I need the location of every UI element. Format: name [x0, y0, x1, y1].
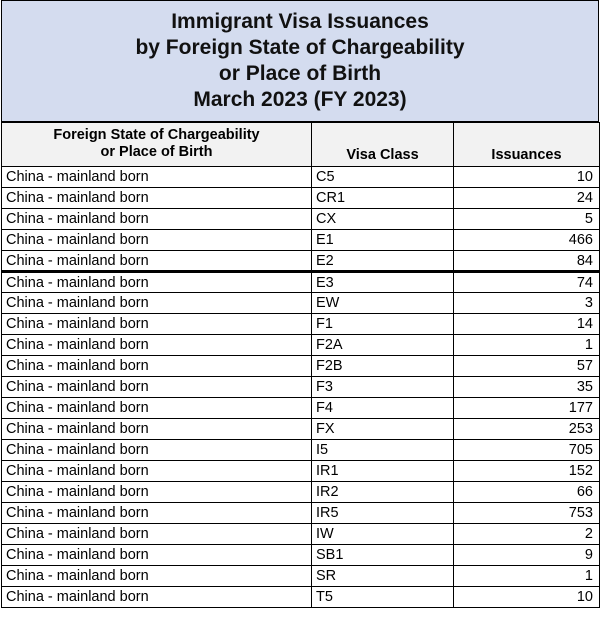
- state-cell: China - mainland born: [2, 545, 312, 566]
- table-row: [2, 482, 600, 503]
- state-cell: China - mainland born: [2, 440, 312, 461]
- state-cell: China - mainland born: [2, 167, 312, 188]
- table-row: [2, 293, 600, 314]
- table-row: [2, 377, 600, 398]
- visa-class-cell: IR2: [312, 482, 454, 503]
- visa-class-cell: I5: [312, 440, 454, 461]
- state-cell: China - mainland born: [2, 293, 312, 314]
- table-row: [2, 230, 600, 251]
- title-line-3: or Place of Birth: [218, 62, 382, 85]
- state-cell: China - mainland born: [2, 209, 312, 230]
- visa-class-cell: SR: [312, 566, 454, 587]
- issuances-cell: 152: [454, 461, 600, 482]
- column-header-state-line-1: Foreign State of Chargeability: [53, 127, 260, 143]
- visa-class-cell: F3: [312, 377, 454, 398]
- table-row: [2, 335, 600, 356]
- table-row: [2, 188, 600, 209]
- state-cell: China - mainland born: [2, 314, 312, 335]
- issuances-cell: 9: [454, 545, 600, 566]
- table-row: [2, 251, 600, 272]
- issuances-cell: 1: [454, 335, 600, 356]
- issuances-cell: 753: [454, 503, 600, 524]
- title-line-2: by Foreign State of Chargeability: [135, 36, 465, 59]
- state-cell: China - mainland born: [2, 251, 312, 272]
- table-row: [2, 398, 600, 419]
- visa-class-cell: IR5: [312, 503, 454, 524]
- visa-class-cell: FX: [312, 419, 454, 440]
- state-cell: China - mainland born: [2, 356, 312, 377]
- visa-class-cell: F1: [312, 314, 454, 335]
- title-line-4: March 2023 (FY 2023): [193, 88, 407, 111]
- table-row: [2, 314, 600, 335]
- state-cell: China - mainland born: [2, 188, 312, 209]
- visa-class-cell: IW: [312, 524, 454, 545]
- table-row: [2, 524, 600, 545]
- issuances-cell: 3: [454, 293, 600, 314]
- table-row: [2, 545, 600, 566]
- table-row: [2, 503, 600, 524]
- table-row: [2, 440, 600, 461]
- issuances-cell: 35: [454, 377, 600, 398]
- issuances-cell: 177: [454, 398, 600, 419]
- state-cell: China - mainland born: [2, 524, 312, 545]
- issuances-cell: 57: [454, 356, 600, 377]
- state-cell: China - mainland born: [2, 377, 312, 398]
- visa-class-cell: CX: [312, 209, 454, 230]
- issuances-cell: 2: [454, 524, 600, 545]
- state-cell: China - mainland born: [2, 461, 312, 482]
- issuances-cell: 253: [454, 419, 600, 440]
- state-cell: China - mainland born: [2, 335, 312, 356]
- header-row: [2, 123, 600, 167]
- visa-class-cell: IR1: [312, 461, 454, 482]
- issuances-cell: 74: [454, 272, 600, 293]
- report-sheet: [1, 0, 599, 608]
- state-cell: China - mainland born: [2, 230, 312, 251]
- state-cell: China - mainland born: [2, 503, 312, 524]
- issuances-cell: 705: [454, 440, 600, 461]
- table-row: [2, 272, 600, 293]
- issuances-cell: 10: [454, 167, 600, 188]
- column-header-state-line-2: or Place of Birth: [100, 144, 213, 160]
- state-cell: China - mainland born: [2, 566, 312, 587]
- table-row: [2, 209, 600, 230]
- issuances-cell: 14: [454, 314, 600, 335]
- title-line-1: Immigrant Visa Issuances: [171, 10, 429, 33]
- table-row: [2, 461, 600, 482]
- issuances-cell: 10: [454, 587, 600, 608]
- column-header-state: [2, 123, 312, 167]
- visa-class-cell: F2A: [312, 335, 454, 356]
- visa-class-cell: C5: [312, 167, 454, 188]
- visa-class-cell: F4: [312, 398, 454, 419]
- visa-class-cell: E1: [312, 230, 454, 251]
- state-cell: China - mainland born: [2, 587, 312, 608]
- table-row: [2, 419, 600, 440]
- table-row: [2, 587, 600, 608]
- issuances-cell: 24: [454, 188, 600, 209]
- visa-class-cell: F2B: [312, 356, 454, 377]
- issuances-cell: 66: [454, 482, 600, 503]
- report-title: [1, 0, 599, 122]
- visa-class-cell: E3: [312, 272, 454, 293]
- issuances-cell: 5: [454, 209, 600, 230]
- issuances-cell: 466: [454, 230, 600, 251]
- table-row: [2, 566, 600, 587]
- state-cell: China - mainland born: [2, 398, 312, 419]
- issuances-cell: 84: [454, 251, 600, 272]
- issuances-cell: 1: [454, 566, 600, 587]
- state-cell: China - mainland born: [2, 419, 312, 440]
- visa-class-cell: E2: [312, 251, 454, 272]
- state-cell: China - mainland born: [2, 482, 312, 503]
- table-row: [2, 356, 600, 377]
- column-header-issuances: Issuances: [454, 123, 600, 167]
- visa-class-cell: SB1: [312, 545, 454, 566]
- table-row: [2, 167, 600, 188]
- visa-class-cell: EW: [312, 293, 454, 314]
- visa-class-cell: CR1: [312, 188, 454, 209]
- issuance-table: [1, 122, 600, 608]
- visa-class-cell: T5: [312, 587, 454, 608]
- column-header-visa-class: Visa Class: [312, 123, 454, 167]
- state-cell: China - mainland born: [2, 272, 312, 293]
